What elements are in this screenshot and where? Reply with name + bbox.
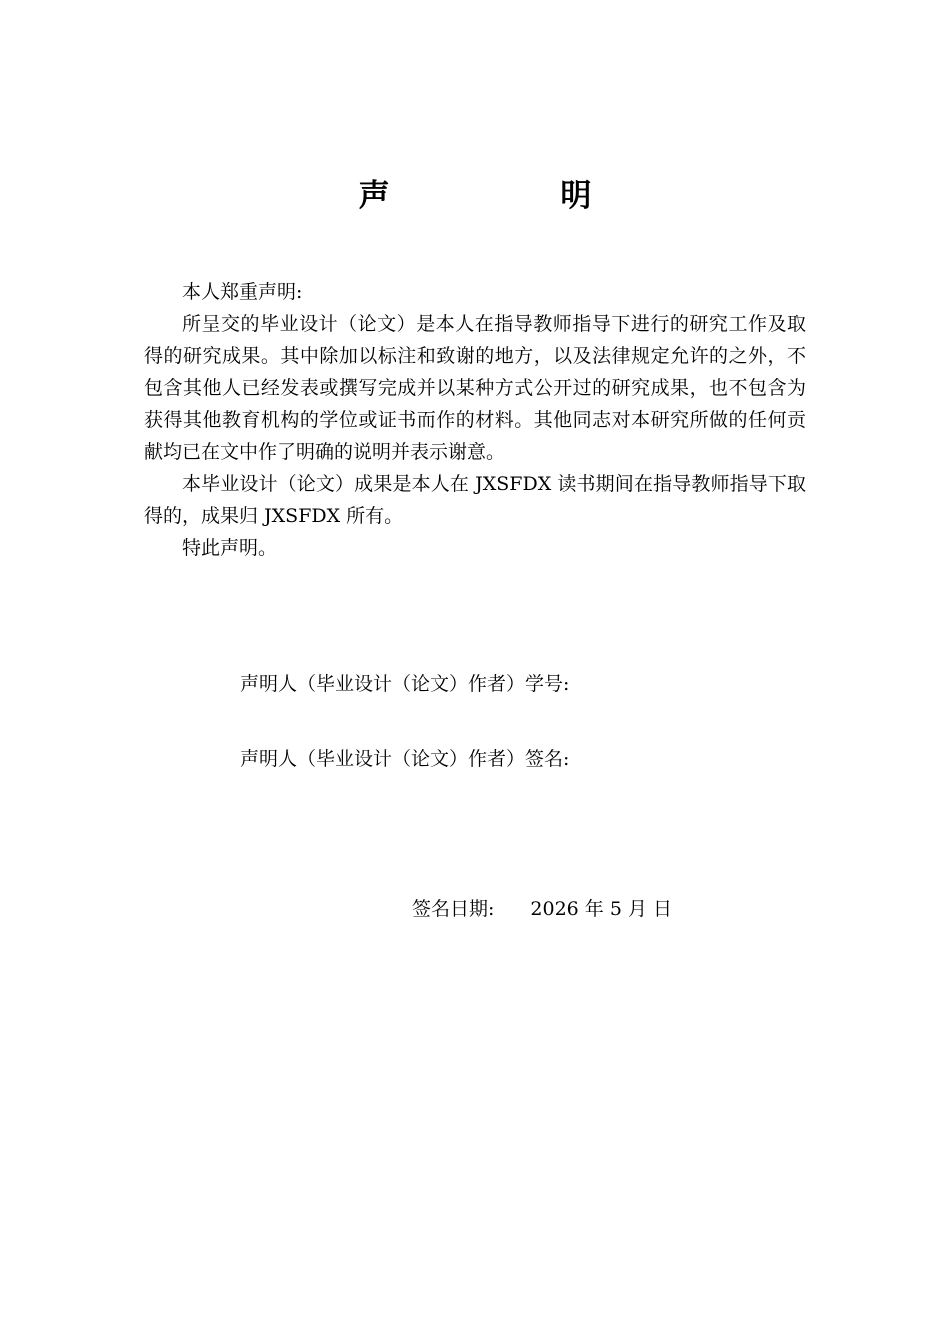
date-label: 签名日期: [412,898,495,920]
signature-student-id-label: 声明人（毕业设计（论文）作者）学号: [240,673,570,695]
paragraph-statement: 所呈交的毕业设计（论文）是本人在指导教师指导下进行的研究工作及取得的研究成果。其中除加以标注和致谢的地方，以及法律规定允许的之外，不包含其他人已经发表或撰写完成并以某种方式公开过的研究成果，也不包含为获得其他教育机构的学位或证书而作的材料。其他同志对本研究所做的任何贡献均已在文中作了明确的说明并表示谢意。 [144,313,806,463]
page-title: 声 明 [358,178,672,214]
paragraph-ownership: 本毕业设计（论文）成果是本人在 JXSFDX 读书期间在指导教师指导下取得的，成果归 JXSFDX 所有。 [144,473,806,527]
signature-name-label: 声明人（毕业设计（论文）作者）签名: [240,748,570,770]
signature-date [412,893,672,925]
date-value: 2026 年 5 月 日 [530,898,673,920]
paragraph-closing: 特此声明。 [182,537,278,559]
paragraph-intro: 本人郑重声明: [182,281,303,303]
declaration-body [144,276,806,564]
